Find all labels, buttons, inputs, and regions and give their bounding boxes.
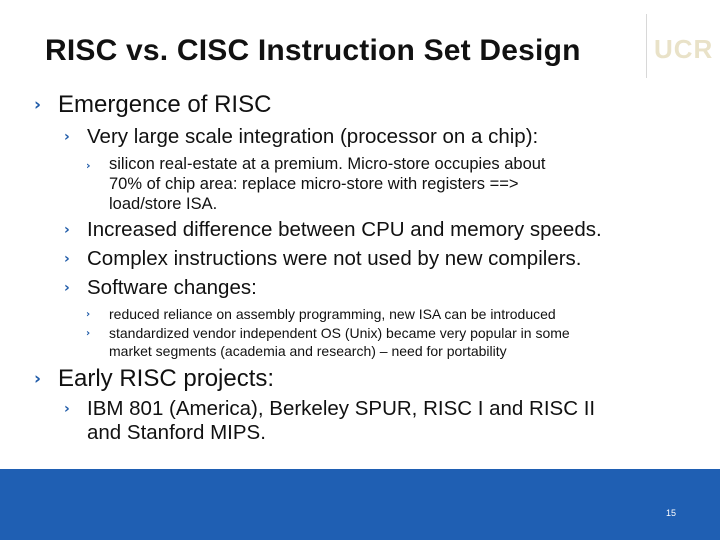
bullet-text-line-2: market segments (academia and research) – need for portability bbox=[109, 343, 507, 359]
bullet-text-line-2: and Stanford MIPS. bbox=[87, 421, 266, 444]
logo-divider bbox=[646, 14, 647, 78]
bullet-text-line-1: standardized vendor independent OS (Unix) became very popular in some bbox=[109, 325, 570, 341]
chevron-right-icon: › bbox=[64, 222, 70, 238]
chevron-right-icon: › bbox=[64, 129, 70, 145]
bullet-text-line-1: silicon real-estate at a premium. Micro-store occupies about bbox=[109, 155, 546, 173]
chevron-right-icon: › bbox=[86, 309, 91, 320]
bullet-text-line-2: 70% of chip area: replace micro-store with registers ==> bbox=[109, 175, 519, 193]
chevron-right-icon: › bbox=[86, 328, 91, 339]
logo-text: UCR bbox=[654, 34, 714, 64]
chevron-right-icon: › bbox=[64, 280, 70, 296]
bullet-text: Emergence of RISC bbox=[58, 91, 272, 118]
bullet-text: reduced reliance on assembly programming, new ISA can be introduced bbox=[109, 306, 556, 322]
chevron-right-icon: › bbox=[34, 95, 42, 115]
slide-title: RISC vs. CISC Instruction Set Design bbox=[45, 34, 581, 67]
bullet-text: Complex instructions were not used by new compilers. bbox=[87, 247, 582, 270]
chevron-right-icon: › bbox=[64, 401, 70, 417]
chevron-right-icon: › bbox=[34, 369, 42, 389]
chevron-right-icon: › bbox=[64, 251, 70, 267]
bullet-text: Very large scale integration (processor on a chip): bbox=[87, 125, 539, 148]
bullet-text-line-1: IBM 801 (America), Berkeley SPUR, RISC I and RISC II bbox=[87, 397, 596, 420]
bullet-text: Software changes: bbox=[87, 276, 257, 299]
footer-bar bbox=[0, 469, 720, 540]
bullet-text: Early RISC projects: bbox=[58, 365, 275, 392]
bullet-text-line-3: load/store ISA. bbox=[109, 195, 218, 213]
bullet-text: Increased difference between CPU and memory speeds. bbox=[87, 218, 602, 241]
page-number: 15 bbox=[666, 508, 677, 518]
logo bbox=[646, 14, 720, 78]
chevron-right-icon: › bbox=[86, 159, 91, 172]
